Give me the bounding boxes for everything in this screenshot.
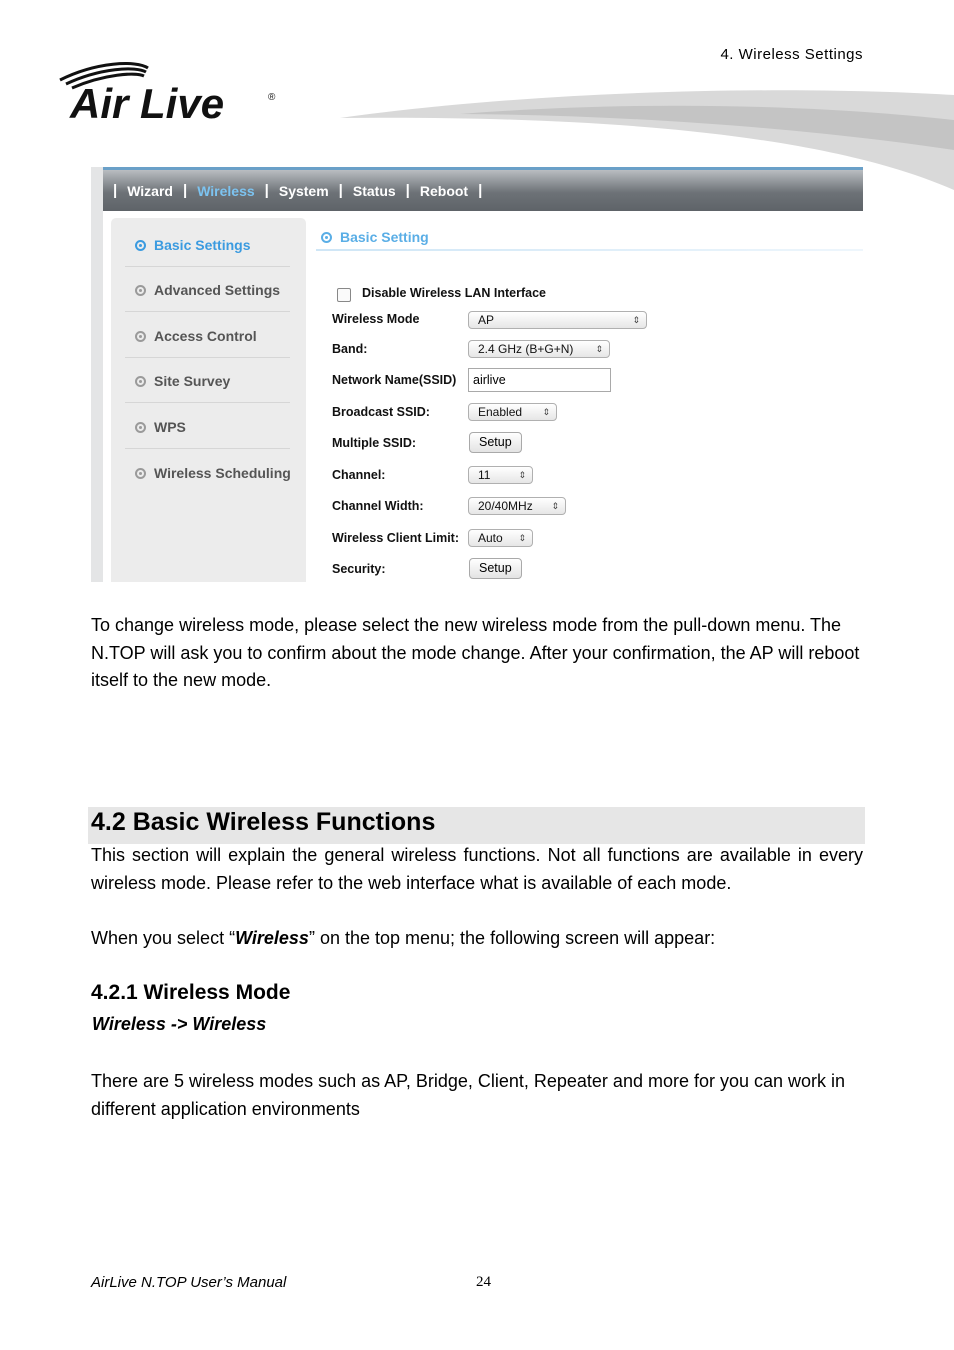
security-label: Security: <box>332 562 386 576</box>
wireless-mode-select[interactable] <box>468 311 647 329</box>
sidebar-item-label: WPS <box>154 419 186 435</box>
nav-system[interactable]: System <box>278 182 329 199</box>
sidebar <box>111 218 306 582</box>
select-arrows-icon: ⇕ <box>632 315 640 325</box>
paragraph-mode-change: To change wireless mode, please select the new wireless mode from the pull-down menu. The N.TOP will ask you to confirm about the mode change. After your confirmation, the AP will reboot itself to the new mode. <box>91 615 860 690</box>
sidebar-item-label: Access Control <box>154 328 257 344</box>
nav-reboot[interactable]: Reboot <box>419 182 469 199</box>
broadcast-ssid-value: Enabled <box>478 405 523 419</box>
svg-text:®: ® <box>268 92 276 103</box>
select-arrows-icon: ⇕ <box>551 501 559 511</box>
panel-title-divider <box>316 249 863 251</box>
band-select[interactable] <box>468 340 610 358</box>
select-arrows-icon: ⇕ <box>518 470 526 480</box>
channel-width-select[interactable] <box>468 497 566 515</box>
sidebar-item-advanced-settings[interactable] <box>135 280 280 300</box>
broadcast-ssid-select[interactable] <box>468 403 557 421</box>
router-ui-screenshot <box>91 167 863 582</box>
channel-select[interactable] <box>468 466 533 484</box>
subsection-path: Wireless -> Wireless <box>92 1014 267 1034</box>
paragraph-wireless-modes: There are 5 wireless modes such as AP, Bridge, Client, Repeater and more for you can work in different application environments <box>91 1071 846 1119</box>
ssid-label: Network Name(SSID) <box>332 373 457 387</box>
select-arrows-icon: ⇕ <box>518 533 526 543</box>
sidebar-item-label: Basic Settings <box>154 237 251 253</box>
nav-wireless[interactable]: Wireless <box>197 182 255 199</box>
panel-title: Basic Setting <box>321 229 429 245</box>
paragraph-select-wireless <box>91 925 863 953</box>
sidebar-item-wps[interactable] <box>135 417 186 437</box>
client-limit-value: Auto <box>478 531 503 545</box>
sidebar-item-label: Site Survey <box>154 373 231 389</box>
wireless-mode-label: Wireless Mode <box>332 312 420 326</box>
sidebar-item-site-survey[interactable] <box>135 371 230 391</box>
nav-status[interactable]: Status <box>352 182 396 199</box>
channel-label: Channel: <box>332 468 386 482</box>
footer-page-number: 24 <box>476 1274 491 1290</box>
nav-wizard[interactable]: Wizard <box>127 182 173 199</box>
radio-target-icon <box>135 376 146 387</box>
select-arrows-icon: ⇕ <box>542 407 550 417</box>
band-value: 2.4 GHz (B+G+N) <box>478 342 574 356</box>
security-setup-button[interactable]: Setup <box>469 558 522 579</box>
airlive-logo <box>56 58 286 128</box>
text-fragment: ” on the top menu; the following screen will appear: <box>308 928 716 948</box>
sidebar-item-label: Wireless Scheduling <box>154 465 291 481</box>
top-navigation: | Wizard | Wireless | System | Status | Reboot | <box>103 167 863 211</box>
screenshot-left-strip <box>91 167 103 582</box>
logo-wordmark: Air Live <box>70 80 225 127</box>
subsection-title: 4.2.1 Wireless Mode <box>91 981 291 1004</box>
chapter-header: 4. Wireless Settings <box>720 46 863 63</box>
multiple-ssid-label: Multiple SSID: <box>332 436 417 450</box>
select-arrows-icon: ⇕ <box>595 344 603 354</box>
radio-target-icon <box>135 468 146 479</box>
sidebar-item-basic-settings[interactable] <box>135 235 250 255</box>
radio-target-icon <box>135 422 146 433</box>
text-fragment: When you select “ <box>91 928 236 948</box>
broadcast-ssid-label: Broadcast SSID: <box>332 405 430 419</box>
channel-width-value: 20/40MHz <box>478 499 533 513</box>
radio-target-icon <box>135 285 146 296</box>
radio-target-icon <box>321 232 332 243</box>
disable-wlan-label: Disable Wireless LAN Interface <box>362 286 546 300</box>
sidebar-item-wireless-scheduling[interactable] <box>135 463 291 483</box>
radio-target-icon <box>135 331 146 342</box>
band-label: Band: <box>332 342 368 356</box>
emphasis-wireless: Wireless <box>235 928 309 948</box>
channel-value: 11 <box>478 468 491 482</box>
sidebar-item-label: Advanced Settings <box>154 282 281 298</box>
channel-width-label: Channel Width: <box>332 499 424 513</box>
client-limit-label: Wireless Client Limit: <box>332 531 459 545</box>
disable-wlan-checkbox[interactable] <box>337 288 351 302</box>
ssid-input[interactable]: airlive <box>468 368 611 392</box>
multiple-ssid-setup-button[interactable]: Setup <box>469 432 522 453</box>
section-title: 4.2 Basic Wireless Functions <box>91 808 436 836</box>
wireless-mode-value: AP <box>478 313 495 327</box>
client-limit-select[interactable] <box>468 529 533 547</box>
footer-manual-title: AirLive N.TOP User’s Manual <box>91 1274 287 1291</box>
radio-target-icon <box>135 240 146 251</box>
sidebar-item-access-control[interactable] <box>135 326 257 346</box>
paragraph-section-intro: This section will explain the general wireless functions. Not all functions are available in every wireless mode. Please refer to the web interface what is available of each mode. <box>91 845 863 893</box>
